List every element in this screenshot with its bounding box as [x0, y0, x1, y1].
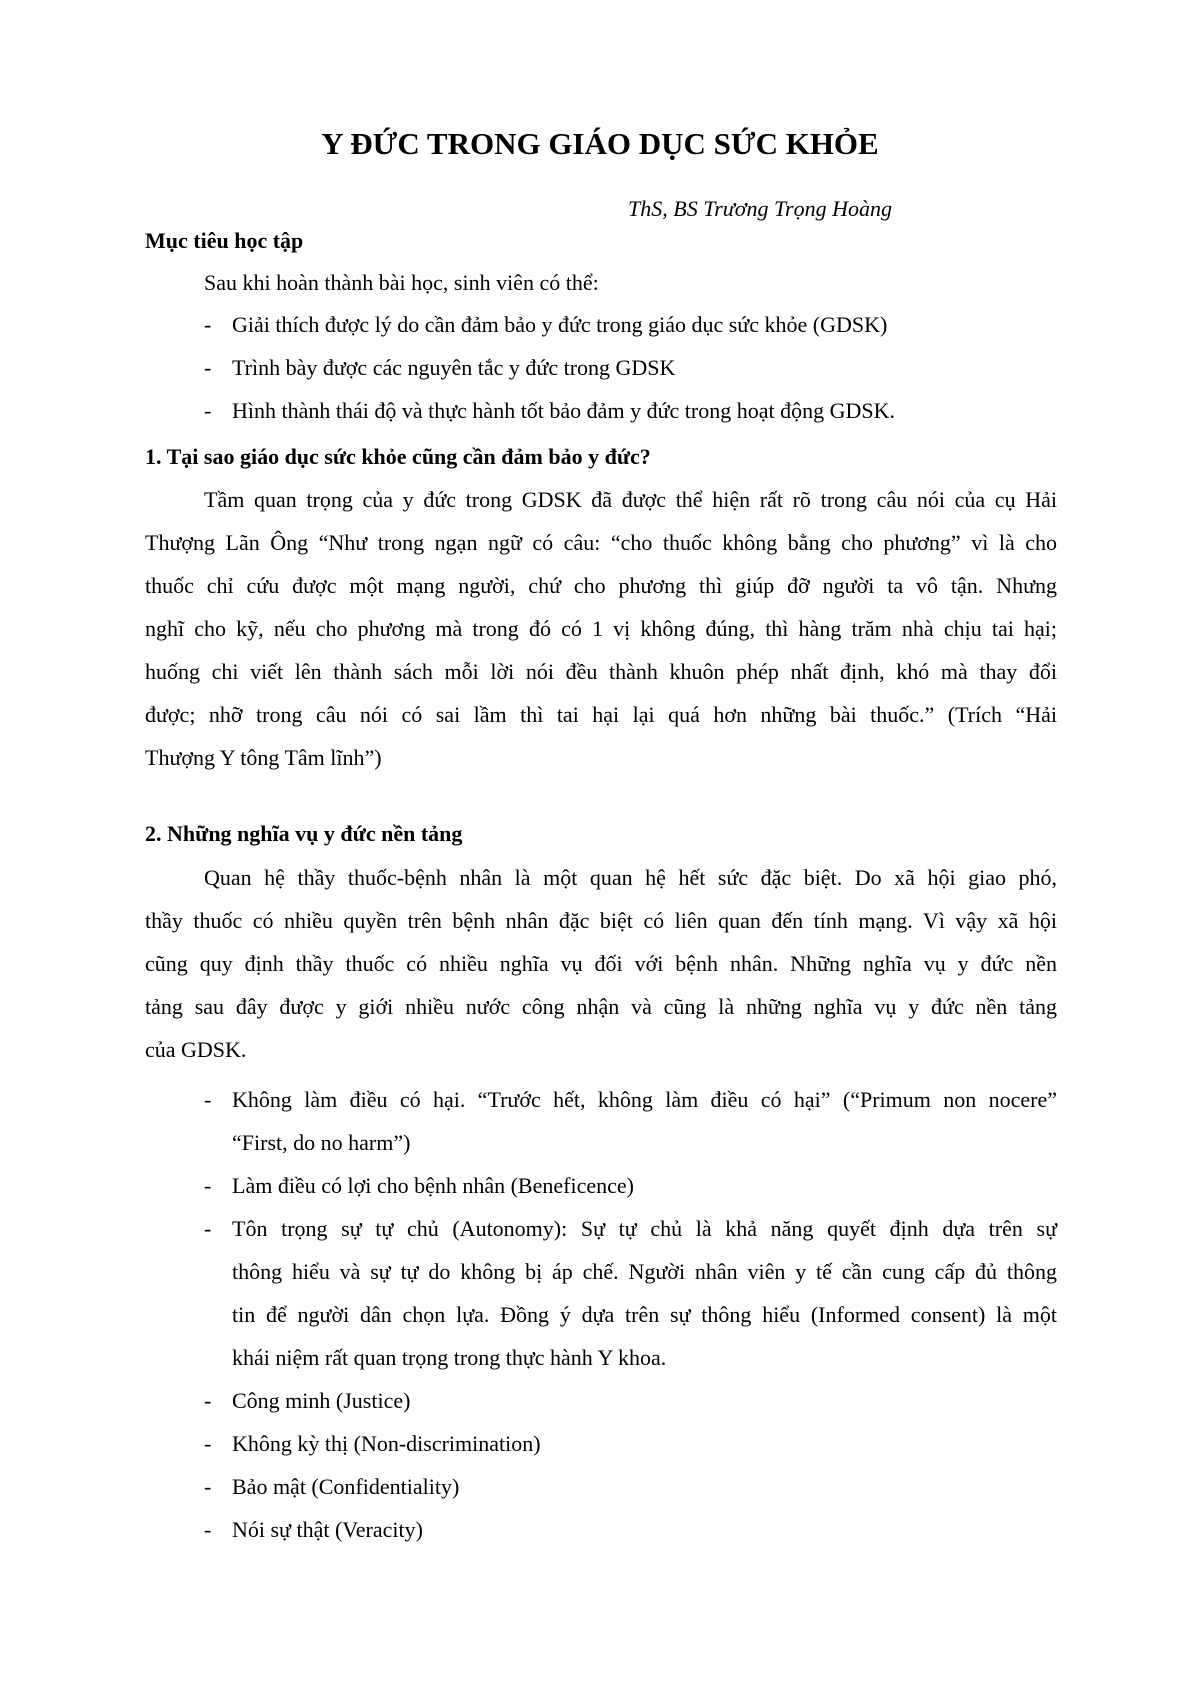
- duty-item: [232, 1422, 1057, 1465]
- duty-line: tin để người dân chọn lựa. Đồng ý dựa trên sự thông hiểu (Informed consent) là một: [232, 1302, 1057, 1327]
- bullet-dash: -: [204, 1173, 212, 1198]
- duty-item: [232, 1164, 1057, 1207]
- paragraph-line: thầy thuốc có nhiều quyền trên bệnh nhân đặc biệt có liên quan đến tính mạng. Vì vậy xã hội: [145, 908, 1057, 933]
- objective-item: Hình thành thái độ và thực hành tốt bảo đảm y đức trong hoạt động GDSK.: [232, 398, 895, 423]
- duty-item: [232, 1465, 1057, 1508]
- paragraph-line: Thượng Y tông Tâm lĩnh”): [145, 745, 382, 770]
- paragraph-line: của GDSK.: [145, 1037, 247, 1062]
- duty-line: Không làm điều có hại. “Trước hết, không làm điều có hại” (“Primum non nocere”: [232, 1087, 1057, 1112]
- paragraph-line: Tầm quan trọng của y đức trong GDSK đã được thể hiện rất rõ trong câu nói của cụ Hải: [204, 487, 1057, 512]
- section1-heading: 1. Tại sao giáo dục sức khỏe cũng cần đảm bảo y đức?: [145, 444, 651, 469]
- duty-item: [232, 1379, 1057, 1422]
- duty-line: khái niệm rất quan trọng trong thực hành Y khoa.: [232, 1345, 667, 1370]
- duty-item: [232, 1078, 1057, 1164]
- objectives-heading: Mục tiêu học tập: [145, 228, 304, 253]
- paragraph-line: nghĩ cho kỹ, nếu cho phương mà trong đó có 1 vị không đúng, thì hàng trăm nhà chịu tai hại;: [145, 616, 1057, 641]
- document-title: Y ĐỨC TRONG GIÁO DỤC SỨC KHỎE: [321, 126, 879, 161]
- duty-line: Làm điều có lợi cho bệnh nhân (Beneficence): [232, 1173, 634, 1198]
- bullet-dash: -: [204, 1517, 212, 1542]
- objective-item: Giải thích được lý do cần đảm bảo y đức trong giáo dục sức khỏe (GDSK): [232, 312, 888, 337]
- bullet-dash: -: [204, 398, 212, 423]
- bullet-dash: -: [204, 1474, 212, 1499]
- paragraph-line: tảng sau đây được y giới nhiều nước công nhận và cũng là những nghĩa vụ y đức nền tảng: [145, 994, 1057, 1019]
- paragraph-line: Quan hệ thầy thuốc-bệnh nhân là một quan hệ hết sức đặc biệt. Do xã hội giao phó,: [204, 865, 1057, 890]
- paragraph-line: huống chi viết lên thành sách mỗi lời nói đều thành khuôn phép nhất định, khó mà thay đổi: [145, 659, 1057, 684]
- paragraph-line: được; nhỡ trong câu nói có sai lầm thì tai hại lại quá hơn những bài thuốc.” (Trích “Hải: [145, 702, 1057, 727]
- paragraph-line: cũng quy định thầy thuốc có nhiều nghĩa vụ đối với bệnh nhân. Những nghĩa vụ y đức nền: [145, 951, 1057, 976]
- duty-line: Công minh (Justice): [232, 1388, 411, 1413]
- paragraph-line: thuốc chỉ cứu được một mạng người, chứ cho phương thì giúp đỡ người ta vô tận. Nhưng: [145, 573, 1057, 598]
- objectives-intro: Sau khi hoàn thành bài học, sinh viên có thể:: [204, 270, 599, 295]
- bullet-dash: -: [204, 1388, 212, 1413]
- bullet-dash: -: [204, 355, 212, 380]
- section2-heading: 2. Những nghĩa vụ y đức nền tảng: [145, 821, 463, 846]
- bullet-dash: -: [204, 1431, 212, 1456]
- paragraph-line: Thượng Lãn Ông “Như trong ngạn ngữ có câu: “cho thuốc không bằng cho phương” vì là cho: [145, 530, 1057, 555]
- section1-paragraph: [145, 478, 1057, 779]
- document-author: ThS, BS Trương Trọng Hoàng: [628, 196, 892, 221]
- duty-item: [232, 1207, 1057, 1379]
- duty-line: “First, do no harm”): [232, 1130, 411, 1155]
- duty-line: thông hiểu và sự tự do không bị áp chế. Người nhân viên y tế cần cung cấp đủ thông: [232, 1259, 1057, 1284]
- objective-item: Trình bày được các nguyên tắc y đức trong GDSK: [232, 355, 676, 380]
- section2-paragraph: [145, 856, 1057, 1071]
- bullet-dash: -: [204, 1216, 212, 1241]
- duty-item: [232, 1508, 1057, 1551]
- bullet-dash: -: [204, 1087, 212, 1112]
- duty-line: Bảo mật (Confidentiality): [232, 1474, 460, 1499]
- duty-line: Nói sự thật (Veracity): [232, 1517, 423, 1542]
- bullet-dash: -: [204, 312, 212, 337]
- duty-line: Không kỳ thị (Non-discrimination): [232, 1431, 541, 1456]
- duty-line: Tôn trọng sự tự chủ (Autonomy): Sự tự chủ là khả năng quyết định dựa trên sự: [232, 1216, 1057, 1241]
